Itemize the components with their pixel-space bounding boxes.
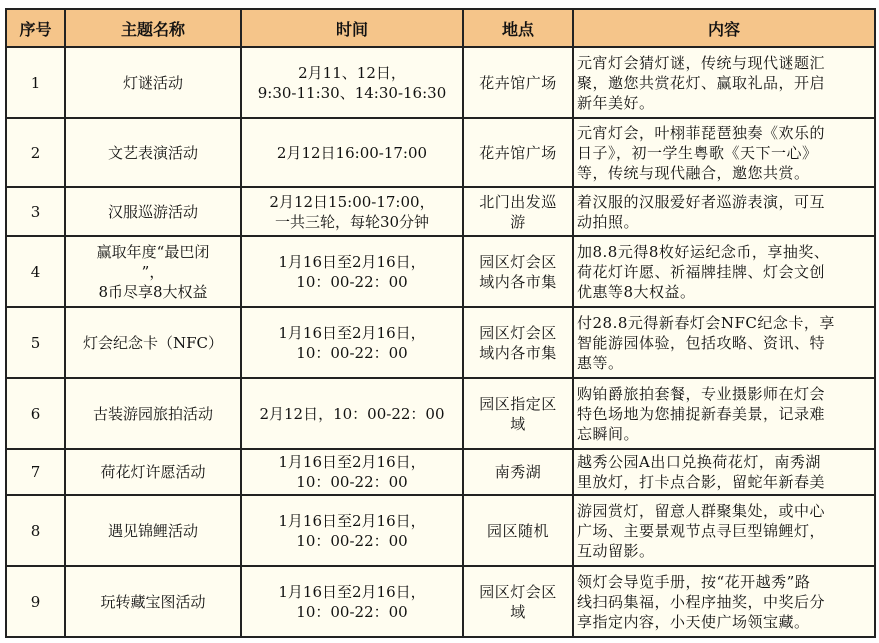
cell-content <box>573 566 875 637</box>
cell-theme-line: 灯谜活动 <box>122 73 183 92</box>
cell-time-line: 2月12日16:00-17:00 <box>276 143 428 162</box>
cell-location-line: 花卉馆广场 <box>479 73 557 92</box>
cell-time <box>241 449 463 495</box>
cell-content-line: 日子》，初一学生粤歌《天下一心》 <box>577 143 818 162</box>
table-row <box>6 495 875 566</box>
cell-time-line: 2月12日，10：00-22：00 <box>259 404 445 423</box>
cell-index: 5 <box>6 307 65 378</box>
cell-time-line: 10：00-22：00 <box>296 602 408 621</box>
cell-theme-line: 汉服巡游活动 <box>107 202 198 221</box>
cell-location <box>463 118 573 187</box>
cell-location <box>463 449 573 495</box>
cell-index: 1 <box>6 47 65 118</box>
cell-time-line: 1月16日至2月16日， <box>278 582 426 601</box>
cell-theme-line: ”， <box>141 262 165 281</box>
cell-time <box>241 495 463 566</box>
cell-location-line: 园区灯会区 <box>479 582 557 601</box>
cell-content-line: 享指定内容，小天使广场领宝藏。 <box>577 612 810 631</box>
table-row <box>6 236 875 307</box>
cell-time-line: 10：00-22：00 <box>296 473 408 491</box>
cell-time-line: 2月11、12日， <box>298 63 406 82</box>
cell-theme <box>65 118 241 187</box>
cell-location-line: 园区灯会区 <box>479 323 557 342</box>
cell-time <box>241 118 463 187</box>
cell-theme <box>65 47 241 118</box>
cell-time <box>241 47 463 118</box>
cell-index: 4 <box>6 236 65 307</box>
cell-time-line: 2月12日15:00-17:00， <box>269 192 435 211</box>
cell-theme-line: 灯会纪念卡（NFC） <box>82 333 223 352</box>
cell-theme <box>65 307 241 378</box>
cell-location-line: 园区随机 <box>486 521 549 540</box>
cell-content-line: 优惠等8大权益。 <box>577 282 696 301</box>
cell-content <box>573 187 875 236</box>
cell-content <box>573 378 875 449</box>
cell-content-line: 领灯会导览手册，按“花开越秀”路 <box>577 572 811 591</box>
cell-theme-line: 玩转藏宝图活动 <box>100 592 206 611</box>
cell-content-line: 付28.8元得新春灯会NFC纪念卡，享 <box>577 313 835 332</box>
cell-content-line: 元宵灯会，叶栩菲琵琶独奏《欢乐的 <box>577 123 826 142</box>
cell-theme-line: 文艺表演活动 <box>107 143 198 162</box>
cell-theme-line: 遇见锦鲤活动 <box>107 521 198 540</box>
cell-time-line: 一共三轮，每轮30分钟 <box>274 212 430 231</box>
cell-theme-line: 荷花灯许愿活动 <box>100 463 206 481</box>
cell-location <box>463 378 573 449</box>
cell-location-line: 域内各市集 <box>479 272 557 291</box>
header-theme: 主题名称 <box>65 9 241 47</box>
table-body <box>6 47 875 637</box>
cell-location <box>463 236 573 307</box>
cell-index: 2 <box>6 118 65 187</box>
cell-theme <box>65 495 241 566</box>
header-location: 地点 <box>463 9 573 47</box>
cell-theme <box>65 187 241 236</box>
cell-location-line: 北门出发巡 <box>479 192 557 211</box>
cell-content-line: 里放灯，打卡点合影，留蛇年新春美 <box>577 473 826 491</box>
cell-theme-line: 赢取年度“最巴闭 <box>96 242 210 261</box>
cell-index: 8 <box>6 495 65 566</box>
cell-content-line: 特色场地为您捕捉新春美景，记录难 <box>577 404 826 423</box>
cell-content <box>573 236 875 307</box>
cell-theme <box>65 378 241 449</box>
cell-location-line: 南秀湖 <box>494 463 542 481</box>
cell-time <box>241 307 463 378</box>
cell-time <box>241 236 463 307</box>
cell-theme-line: 古装游园旅拍活动 <box>92 404 213 423</box>
cell-location <box>463 495 573 566</box>
cell-time <box>241 566 463 637</box>
cell-time-line: 10：00-22：00 <box>296 272 408 291</box>
cell-content-line: 着汉服的汉服爱好者巡游表演，可互 <box>577 192 826 211</box>
cell-content-line: 越秀公园A出口兑换荷花灯，南秀湖 <box>577 453 821 471</box>
table-row <box>6 118 875 187</box>
cell-theme <box>65 449 241 495</box>
table-row <box>6 47 875 118</box>
cell-location-line: 域 <box>510 414 526 433</box>
cell-content <box>573 118 875 187</box>
cell-time-line: 10：00-22：00 <box>296 531 408 550</box>
header-row <box>6 9 875 47</box>
cell-content-line: 广场、主要景观节点寻巨型锦鲤灯， <box>577 521 826 540</box>
cell-content-line: 加8.8元得8枚好运纪念币，享抽奖、 <box>577 242 830 261</box>
table-row <box>6 307 875 378</box>
cell-content-line: 惠等。 <box>577 353 624 372</box>
cell-theme-line: 8币尽享8大权益 <box>98 282 208 301</box>
cell-location-line: 域 <box>510 602 526 621</box>
cell-location-line: 域内各市集 <box>479 343 557 362</box>
table-row <box>6 449 875 495</box>
cell-time <box>241 378 463 449</box>
header-content: 内容 <box>573 9 875 47</box>
cell-location-line: 游 <box>510 212 526 231</box>
cell-content-line: 聚，邀您共赏花灯、赢取礼品，开启 <box>577 73 826 92</box>
cell-content-line: 游园赏灯，留意人群聚集处，或中心 <box>577 501 826 520</box>
cell-time-line: 1月16日至2月16日， <box>278 511 426 530</box>
cell-content-line: 互动留影。 <box>577 541 655 560</box>
header-index: 序号 <box>6 9 65 47</box>
cell-time <box>241 187 463 236</box>
cell-content-line: 智能游园体验，包括攻略、资讯、特 <box>577 333 826 352</box>
events-table <box>5 8 876 638</box>
table-row <box>6 378 875 449</box>
cell-content <box>573 307 875 378</box>
cell-time-line: 10：00-22：00 <box>296 343 408 362</box>
cell-index: 9 <box>6 566 65 637</box>
cell-content <box>573 449 875 495</box>
cell-location <box>463 187 573 236</box>
cell-location <box>463 47 573 118</box>
cell-location <box>463 566 573 637</box>
cell-content-line: 等，传统与现代融合，邀您共赏。 <box>577 163 810 182</box>
cell-content <box>573 495 875 566</box>
header-time: 时间 <box>241 9 463 47</box>
cell-time-line: 1月16日至2月16日， <box>278 252 426 271</box>
cell-location-line: 园区指定区 <box>479 394 557 413</box>
cell-index: 6 <box>6 378 65 449</box>
cell-time-line: 1月16日至2月16日， <box>278 323 426 342</box>
cell-index: 7 <box>6 449 65 495</box>
cell-index: 3 <box>6 187 65 236</box>
table-row <box>6 187 875 236</box>
cell-location-line: 花卉馆广场 <box>479 143 557 162</box>
cell-theme <box>65 566 241 637</box>
cell-content <box>573 47 875 118</box>
cell-content-line: 新年美好。 <box>577 93 655 112</box>
table-row <box>6 566 875 637</box>
cell-location-line: 园区灯会区 <box>479 252 557 271</box>
cell-content-line: 忘瞬间。 <box>577 424 640 443</box>
cell-time-line: 9:30-11:30、14:30-16:30 <box>257 83 447 102</box>
cell-content-line: 动拍照。 <box>577 212 640 231</box>
cell-time-line: 1月16日至2月16日， <box>278 453 426 471</box>
cell-content-line: 线扫码集福，小程序抽奖，中奖后分 <box>577 592 826 611</box>
cell-content-line: 荷花灯许愿、祈福牌挂牌、灯会文创 <box>577 262 826 281</box>
cell-location <box>463 307 573 378</box>
cell-content-line: 元宵灯会猜灯谜，传统与现代谜题汇 <box>577 53 826 72</box>
cell-theme <box>65 236 241 307</box>
cell-content-line: 购铂爵旅拍套餐，专业摄影师在灯会 <box>577 384 826 403</box>
